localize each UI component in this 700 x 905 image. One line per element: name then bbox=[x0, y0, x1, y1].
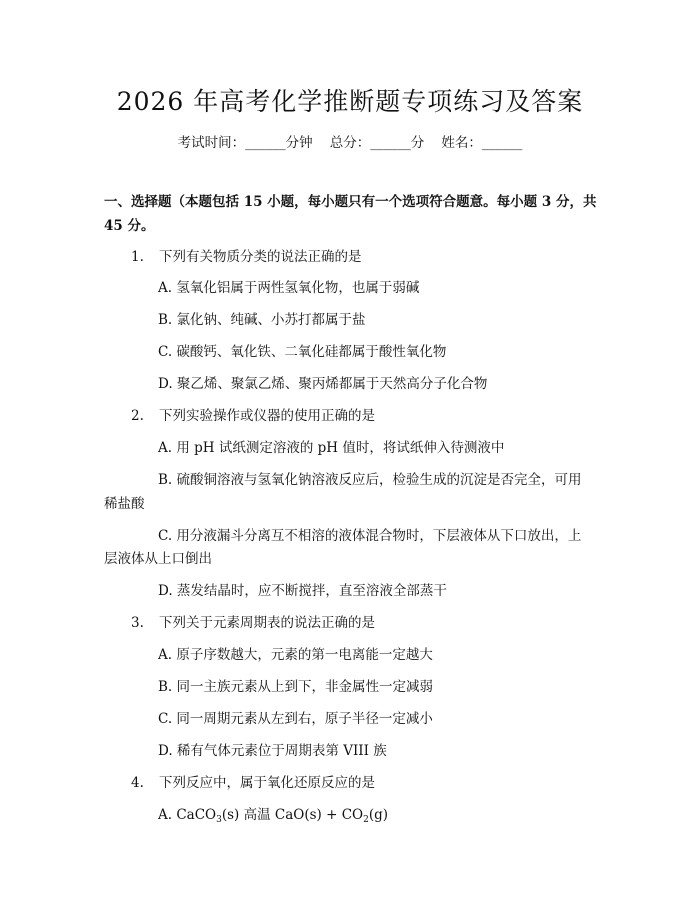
question-number: 4. bbox=[131, 775, 144, 791]
option-2b: B. 硫酸铜溶液与氢氧化钠溶液反应后，检验生成的沉淀是否完全，可用 bbox=[158, 472, 582, 488]
question-3 bbox=[131, 611, 375, 631]
option-4a bbox=[158, 803, 388, 825]
option-1b: B. 氯化钠、纯碱、小苏打都属于盐 bbox=[158, 312, 366, 328]
question-4 bbox=[131, 771, 375, 791]
question-stem: 下列反应中，属于氧化还原反应的是 bbox=[159, 775, 375, 791]
section-heading: 一、选择题（本题包括 15 小题，每小题只有一个选项符合题意。每小题 3 分，共 45 分。 bbox=[104, 194, 597, 234]
option-3a: A. 原子序数越大，元素的第一电离能一定越大 bbox=[158, 647, 433, 663]
formula-part: A. CaCO bbox=[158, 807, 217, 823]
page-title: 2026 年高考化学推断题专项练习及答案 bbox=[116, 87, 584, 116]
formula-subscript: 2 bbox=[363, 815, 369, 825]
option-3d: D. 稀有气体元素位于周期表第 VIII 族 bbox=[158, 743, 387, 759]
formula-part: (s) 高温 CaO(s) + CO bbox=[221, 807, 364, 823]
option-1c: C. 碳酸钙、氧化铁、二氧化硅都属于酸性氧化物 bbox=[158, 344, 447, 360]
question-number: 2. bbox=[131, 408, 144, 424]
option-2a: A. 用 pH 试纸测定溶液的 pH 值时，将试纸伸入待测液中 bbox=[158, 440, 505, 456]
question-stem: 下列关于元素周期表的说法正确的是 bbox=[159, 615, 375, 631]
option-1d: D. 聚乙烯、聚氯乙烯、聚丙烯都属于天然高分子化合物 bbox=[158, 376, 488, 392]
option-2c-continuation: 层液体从上口倒出 bbox=[104, 551, 212, 567]
question-number: 1. bbox=[131, 249, 144, 265]
option-3c: C. 同一周期元素从左到右，原子半径一定减小 bbox=[158, 711, 433, 727]
option-2c: C. 用分液漏斗分离互不相溶的液体混合物时，下层液体从下口放出，上 bbox=[158, 528, 582, 544]
option-1a: A. 氢氧化铝属于两性氢氧化物，也属于弱碱 bbox=[158, 280, 420, 296]
option-2b-continuation: 稀盐酸 bbox=[104, 496, 145, 512]
option-2d: D. 蒸发结晶时，应不断搅拌，直至溶液全部蒸干 bbox=[158, 583, 447, 599]
formula-subscript: 3 bbox=[216, 815, 222, 825]
question-1 bbox=[131, 245, 362, 265]
question-stem: 下列有关物质分类的说法正确的是 bbox=[159, 249, 362, 265]
formula-part: (g) bbox=[368, 807, 389, 823]
question-2 bbox=[131, 404, 375, 424]
question-stem: 下列实验操作或仪器的使用正确的是 bbox=[159, 408, 375, 424]
option-3b: B. 同一主族元素从上到下，非金属性一定减弱 bbox=[158, 679, 434, 695]
exam-meta-line: 考试时间：______分钟 总分：______分 姓名：______ bbox=[177, 135, 523, 151]
question-number: 3. bbox=[131, 615, 144, 631]
